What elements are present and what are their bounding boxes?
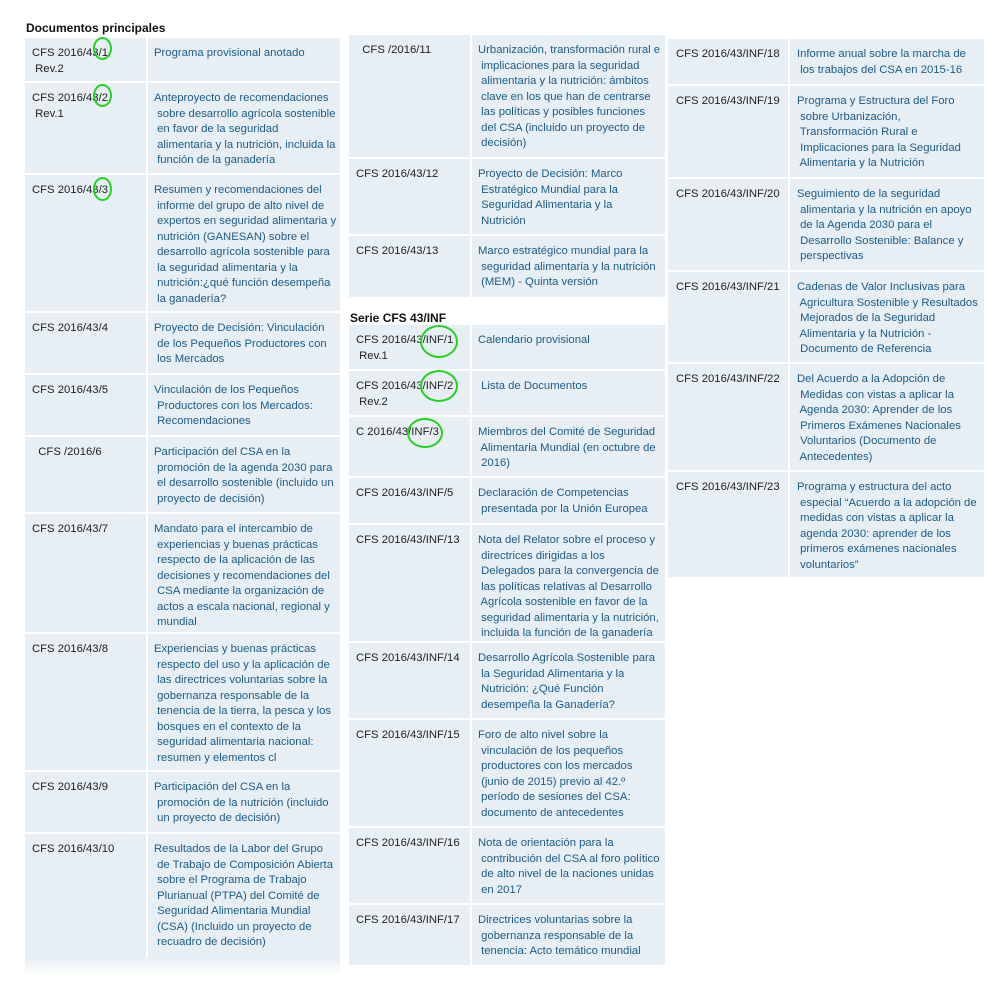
divider	[146, 514, 148, 632]
doc-row	[25, 38, 340, 81]
doc-title-link[interactable]: Cadenas de Valor Inclusivas para Agricultura Sostenible y Resultados Mejorados de la Seguridad Alimentaria y la Nutrición - Documento de Referencia	[797, 281, 978, 355]
divider	[470, 720, 472, 826]
doc-row	[349, 643, 665, 718]
doc-code: CFS 2016/43/1 Rev.2	[32, 47, 108, 75]
divider	[788, 472, 790, 577]
doc-code: CFS 2016/43/7	[32, 523, 108, 535]
doc-row	[25, 634, 340, 770]
doc-row	[349, 35, 665, 157]
doc-row	[349, 325, 665, 369]
doc-code: CFS 2016/43/9	[32, 781, 108, 793]
divider	[146, 834, 148, 958]
doc-row	[349, 478, 665, 523]
divider	[146, 38, 148, 81]
doc-code: CFS /2016/11	[356, 44, 432, 56]
doc-title-link[interactable]: Nota del Relator sobre el proceso y directrices dirigidas a los Delegados para la convergencia de las políticas relativas al Desarrollo Agrícola sostenible en favor de la seguridad alimentaria y la nutrición, incluida la función de la ganadería	[478, 534, 659, 639]
doc-title-link[interactable]: Desarrollo Agrícola Sostenible para la Seguridad Alimentaria y la Nutrición: ¿Qué Función desempeña la Ganadería?	[478, 652, 656, 711]
doc-code: CFS 2016/43/3	[32, 184, 108, 196]
main-docs-column-1	[25, 38, 340, 958]
doc-code: CFS 2016/43/INF/15	[356, 729, 460, 741]
divider	[788, 364, 790, 470]
doc-title-link[interactable]: Proyecto de Decisión: Marco Estratégico Mundial para la Seguridad Alimentaria y la Nutrición	[478, 168, 623, 227]
divider	[470, 371, 472, 415]
doc-row	[349, 720, 665, 826]
inf-series-column-3	[668, 39, 984, 577]
doc-row	[668, 472, 984, 577]
section-title-main: Documentos principales	[26, 21, 166, 35]
doc-row	[668, 272, 984, 362]
divider	[470, 643, 472, 718]
doc-title-link[interactable]: Declaración de Competencias presentada por la Unión Europea	[478, 487, 648, 515]
doc-title-link[interactable]: Programa y Estructura del Foro sobre Urbanización, Transformación Rural e Implicaciones para la Seguridad Alimentaria y la Nutrición	[797, 95, 961, 169]
doc-code: CFS 2016/43/4	[32, 322, 108, 334]
doc-code: CFS 2016/43/10	[32, 843, 115, 855]
doc-code: CFS 2016/43/INF/2 Rev.2	[356, 380, 454, 408]
doc-code: CFS 2016/43/13	[356, 245, 439, 257]
doc-title-link[interactable]: Experiencias y buenas prácticas respecto del uso y la aplicación de las directrices voluntarias sobre la gobernanza responsable de la tenencia de la tierra, la pesca y los bosques en el contexto de la seguridad alimentaria nacional: resumen y elementos cl	[154, 643, 332, 764]
doc-row	[25, 175, 340, 311]
doc-code: CFS 2016/43/INF/20	[676, 188, 780, 200]
doc-title-link[interactable]: Nota de orientación para la contribución del CSA al foro político de alto nivel de la naciones unidas en 2017	[478, 837, 660, 896]
doc-title-link[interactable]: Miembros del Comité de Seguridad Alimentaria Mundial (en octubre de 2016)	[478, 426, 656, 469]
divider	[146, 634, 148, 770]
doc-title-link[interactable]: Directrices voluntarias sobre la gobernanza responsable de la tenencia: Acto temático mundial	[478, 914, 641, 957]
doc-row	[349, 905, 665, 965]
doc-code: CFS 2016/43/INF/22	[676, 373, 780, 385]
doc-code: CFS 2016/43/INF/14	[356, 652, 460, 664]
doc-row	[349, 417, 665, 476]
divider	[146, 313, 148, 373]
divider	[470, 478, 472, 523]
doc-code: CFS 2016/43/12	[356, 168, 439, 180]
doc-title-link[interactable]: Seguimiento de la seguridad alimentaria y la nutrición en apoyo de la Agenda 2030 para el Desarrollo Sostenible: Balance y perspectivas	[797, 188, 972, 262]
divider	[470, 905, 472, 965]
cut-off-row	[25, 958, 340, 976]
inf-series-column	[349, 325, 665, 965]
doc-row	[349, 525, 665, 641]
divider	[788, 272, 790, 362]
doc-row	[25, 375, 340, 435]
doc-code: CFS 2016/43/INF/23	[676, 481, 780, 493]
doc-title-link[interactable]: Vinculación de los Pequeños Productores con los Mercados: Recomendaciones	[154, 384, 313, 427]
doc-title-link[interactable]: Foro de alto nivel sobre la vinculación de los pequeños productores con los mercados (junio de 2015) previo al 42.º período de sesiones del CSA: documento de antecedentes	[478, 729, 633, 819]
divider	[788, 39, 790, 84]
doc-title-link[interactable]: Calendario provisional	[478, 334, 590, 346]
divider	[470, 236, 472, 297]
divider	[146, 772, 148, 832]
doc-code: CFS 2016/43/INF/16	[356, 837, 460, 849]
doc-code: CFS 2016/43/INF/19	[676, 95, 780, 107]
divider	[146, 83, 148, 173]
doc-code: CFS 2016/43/5	[32, 384, 108, 396]
doc-code: CFS 2016/43/INF/18	[676, 48, 780, 60]
doc-code: CFS 2016/43/INF/17	[356, 914, 460, 926]
doc-row	[25, 772, 340, 832]
doc-title-link[interactable]: Anteproyecto de recomendaciones sobre desarrollo agrícola sostenible en favor de la seguridad alimentaria y la nutrición, incluida la función de la ganadería	[154, 92, 336, 166]
doc-code: CFS 2016/43/INF/13	[356, 534, 460, 546]
doc-code: CFS /2016/6	[32, 446, 102, 458]
doc-title-link[interactable]: Urbanización, transformación rural e implicaciones para la seguridad alimentaria y la nutrición: ámbitos clave en los que han de centrarse las políticas y posibles funciones del CSA (incluido un proyecto de decisión)	[478, 44, 661, 149]
doc-row	[25, 83, 340, 173]
section-title-inf: Serie CFS 43/INF	[350, 311, 447, 325]
divider	[470, 325, 472, 369]
divider	[788, 86, 790, 177]
doc-title-link[interactable]: Programa provisional anotado	[154, 47, 305, 59]
doc-title-link[interactable]: Mandato para el intercambio de experiencias y buenas prácticas respecto de la aplicación de las decisiones y recomendaciones del CSA mediante la organización de actos a escala nacional, regional y mundial	[154, 523, 330, 628]
divider	[470, 525, 472, 641]
doc-title-link[interactable]: Programa y estructura del acto especial “Acuerdo a la adopción de medidas con vistas a aplicar la agenda 2030: aprender de los primeros exámenes nacionales voluntarios”	[797, 481, 977, 571]
divider	[146, 437, 148, 512]
doc-title-link[interactable]: Marco estratégico mundial para la seguridad alimentaria y la nutrición (MEM) - Quinta versión	[478, 245, 656, 288]
divider	[470, 35, 472, 157]
doc-code: CFS 2016/43/INF/5	[356, 487, 454, 499]
doc-row	[349, 371, 665, 415]
divider	[146, 375, 148, 435]
doc-title-link[interactable]: Informe anual sobre la marcha de los trabajos del CSA en 2015-16	[797, 48, 966, 76]
divider	[470, 828, 472, 903]
doc-code: CFS 2016/43/INF/21	[676, 281, 780, 293]
doc-code: CFS 2016/43/2 Rev.1	[32, 92, 108, 120]
doc-code: C 2016/43/INF/3	[356, 426, 439, 438]
doc-row	[25, 514, 340, 632]
doc-row	[25, 834, 340, 958]
doc-title-link[interactable]: Del Acuerdo a la Adopción de Medidas con vistas a aplicar la Agenda 2030: Aprender de los Primeros Exámenes Nacionales Voluntarios (Documento de Antecedentes)	[797, 373, 961, 463]
doc-row	[349, 236, 665, 297]
main-docs-column-2	[349, 35, 665, 297]
doc-row	[349, 828, 665, 903]
doc-row	[668, 179, 984, 270]
divider	[470, 159, 472, 234]
doc-title-link[interactable]: Participación del CSA en la promoción de la agenda 2030 para el desarrollo sostenible (incluido un proyecto de decisión)	[154, 446, 334, 505]
doc-row	[25, 437, 340, 512]
doc-row	[349, 159, 665, 234]
doc-title-link[interactable]: Lista de Documentos	[478, 380, 588, 392]
doc-title-link[interactable]: Participación del CSA en la promoción de la nutrición (incluido un proyecto de decisión)	[154, 781, 329, 824]
doc-title-link[interactable]: Resultados de la Labor del Grupo de Trabajo de Composición Abierta sobre el Programa de Trabajo Plurianual (PTPA) del Comité de Seguridad Alimentaria Mundial (CSA) (Incluido un proyecto de recuadro de decisión)	[154, 843, 333, 948]
doc-title-link[interactable]: Resumen y recomendaciones del informe del grupo de alto nivel de expertos en seguridad alimentaria y nutrición (GANESAN) sobre el desarrollo agrícola sostenible para la seguridad alimentaria y la nutrición:¿qué función desempeña la ganadería?	[154, 184, 337, 305]
doc-row	[25, 313, 340, 373]
doc-row	[668, 86, 984, 177]
divider	[788, 179, 790, 270]
divider	[470, 417, 472, 476]
doc-code: CFS 2016/43/INF/1 Rev.1	[356, 334, 454, 362]
divider	[146, 175, 148, 311]
doc-row	[668, 39, 984, 84]
doc-code: CFS 2016/43/8	[32, 643, 108, 655]
doc-title-link[interactable]: Proyecto de Decisión: Vinculación de los Pequeños Productores con los Mercados	[154, 322, 327, 365]
doc-row	[668, 364, 984, 470]
